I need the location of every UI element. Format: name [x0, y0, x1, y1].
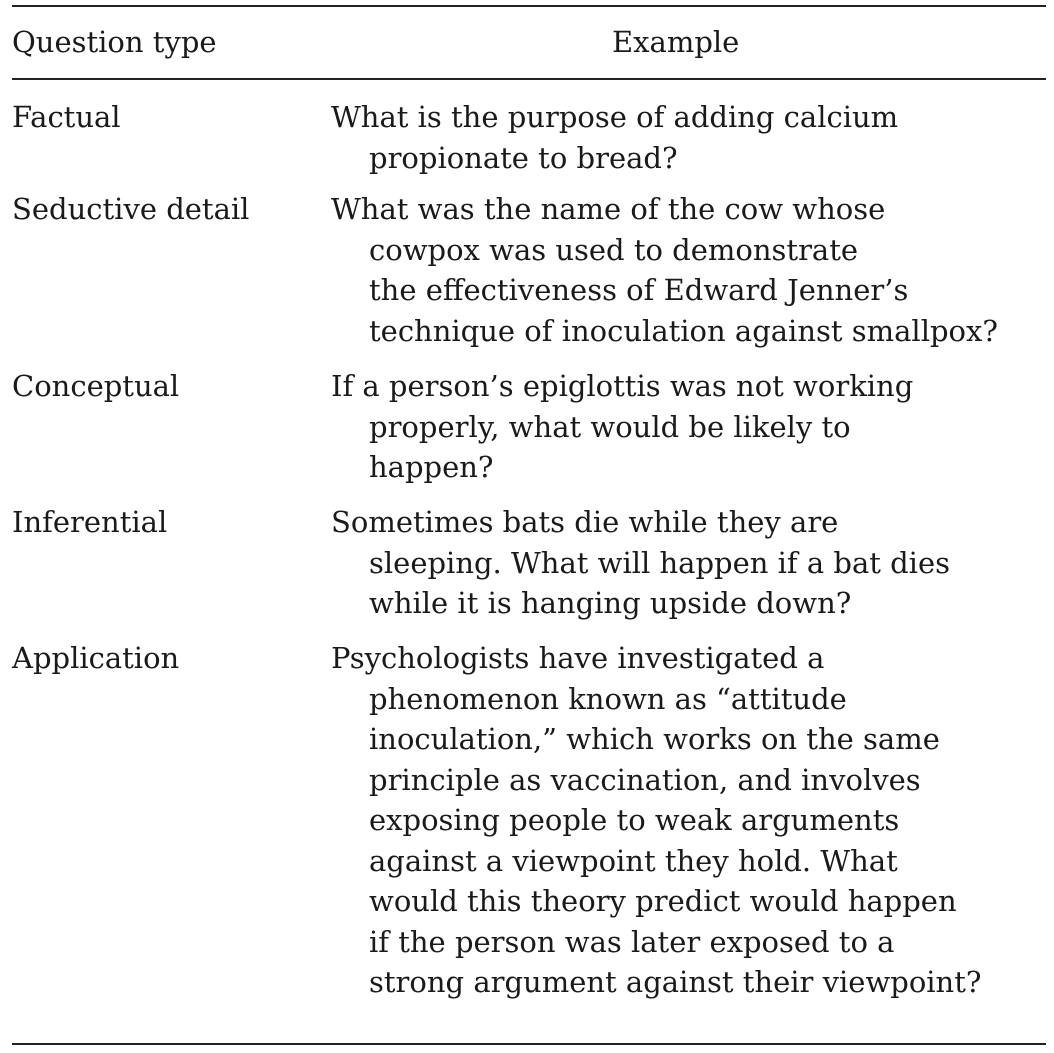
example-line: principle as vaccination, and involves: [369, 762, 921, 797]
example-line: cowpox was used to demonstrate: [369, 232, 859, 267]
example-line: while it is hanging upside down?: [369, 586, 852, 620]
header-example: Example: [612, 25, 740, 59]
example-line: If a person’s epiglottis was not working: [331, 369, 914, 403]
row-seductive-detail-type: Seductive detail: [12, 192, 250, 226]
top-rule: [12, 5, 1046, 7]
example-line: the effectiveness of Edward Jenner’s: [369, 273, 909, 307]
example-line: happen?: [369, 450, 494, 484]
example-line: if the person was later exposed to a: [369, 924, 895, 959]
bottom-rule: [12, 1043, 1046, 1045]
example-line: What was the name of the cow whose: [331, 192, 886, 226]
row-factual-example: [331, 97, 1043, 178]
header-question-type: Question type: [12, 25, 217, 59]
row-conceptual-type: Conceptual: [12, 369, 180, 403]
row-factual-type: Factual: [12, 100, 121, 134]
example-line: What is the purpose of adding calcium: [331, 100, 899, 134]
row-inferential-type: Inferential: [12, 505, 168, 539]
example-line: Psychologists have investigated a: [331, 641, 825, 675]
example-line: sleeping. What will happen if a bat dies: [369, 545, 951, 580]
example-line: would this theory predict would happen: [369, 884, 957, 918]
example-line: exposing people to weak arguments: [369, 803, 900, 837]
example-line: properly, what would be likely to: [369, 409, 851, 444]
example-line: propionate to bread?: [369, 140, 678, 175]
example-line: technique of inoculation against smallpox?: [369, 313, 998, 348]
example-line: phenomenon known as “attitude: [369, 681, 847, 716]
example-line: inoculation,” which works on the same: [369, 722, 940, 756]
example-line: strong argument against their viewpoint?: [369, 965, 982, 999]
header-rule: [12, 78, 1046, 80]
row-application-type: Application: [12, 641, 180, 675]
row-inferential-example: [331, 502, 1043, 624]
example-line: against a viewpoint they hold. What: [369, 843, 898, 878]
row-seductive-detail-example: [331, 189, 1043, 351]
row-conceptual-example: [331, 366, 1043, 488]
example-line: Sometimes bats die while they are: [331, 505, 839, 539]
row-application-example: [331, 638, 1043, 1003]
